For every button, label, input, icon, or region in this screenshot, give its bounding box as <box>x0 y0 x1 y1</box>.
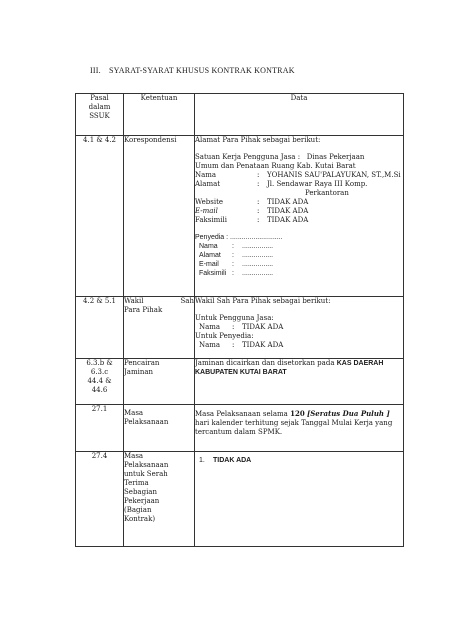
ketentuan-cell <box>124 405 195 452</box>
pasal-line: 6.3.c <box>90 368 109 376</box>
pasal-line: 44.6 <box>91 386 108 394</box>
ketentuan-line: Pelaksanaan <box>124 461 169 469</box>
field-value: ................ <box>242 252 274 259</box>
ketentuan-line: Wakil Sah <box>124 297 194 305</box>
data-intro: Wakil Sah Para Pihak sebagai berikut: <box>195 297 331 305</box>
field-label: Alamat <box>195 180 221 188</box>
contract-table <box>75 93 404 547</box>
masa-number: 120 <box>290 409 305 418</box>
ketentuan-line: Jaminan <box>124 368 154 376</box>
table-row <box>76 297 404 359</box>
email-line: E-mail : TIDAK ADA <box>195 207 403 216</box>
section-title: SYARAT-SYARAT KHUSUS KONTRAK KONTRAK <box>109 66 295 75</box>
field-value: TIDAK ADA <box>242 341 284 349</box>
faks-line: Faksimili : TIDAK ADA <box>195 216 403 225</box>
pasal-cell: 27.1 <box>76 405 124 452</box>
table-row <box>76 136 404 297</box>
field-label: E-mail <box>199 261 219 268</box>
jaminan-bold: KAS DAERAH <box>336 360 384 367</box>
ketentuan-line: Sebagian <box>124 488 157 496</box>
p-nama-line: Nama : ................ <box>199 242 403 251</box>
jaminan-line <box>195 359 403 368</box>
penyedia-label: Untuk Penyedia: <box>195 332 254 340</box>
pasal-line: 6.3.b & <box>86 359 113 367</box>
header-data-text: Data <box>290 94 308 102</box>
item-number: 1. <box>199 457 205 464</box>
nama2-line: Nama : TIDAK ADA <box>195 341 403 350</box>
header-pasal-line: dalam <box>88 103 111 111</box>
field-label: Alamat <box>199 252 221 259</box>
header-pasal <box>76 94 124 136</box>
masa-text-c: tercantum dalam SPMK. <box>195 428 283 436</box>
alamat-cont: Perkantoran <box>305 189 349 197</box>
penyedia-line <box>195 233 403 242</box>
data-cell <box>195 297 404 359</box>
header-data <box>195 94 404 136</box>
data-cell <box>195 136 404 297</box>
masa-text-b: hari kalender terhitung sejak Tanggal Mulai Kerja yang <box>195 419 393 427</box>
ketentuan-cell <box>124 452 195 547</box>
pengguna-label: Untuk Pengguna Jasa: <box>195 314 274 322</box>
field-label: Faksimili <box>195 216 227 224</box>
field-label: Nama <box>199 323 221 331</box>
field-value: ................ <box>242 261 274 268</box>
header-pasal-line: SSUK <box>89 112 110 120</box>
ketentuan-line: Kontrak) <box>124 515 156 523</box>
table-row <box>76 452 404 547</box>
field-label: Nama <box>199 243 218 250</box>
website-line: Website : TIDAK ADA <box>195 198 403 207</box>
ketentuan-line: Para Pihak <box>124 306 163 314</box>
table-row <box>76 405 404 452</box>
penyedia-dots: ........................... <box>230 234 283 241</box>
nama-line: Nama : YOHANIS SAU'PALAYUKAN, ST.,M.Si <box>195 171 403 180</box>
field-label: Website <box>195 198 224 206</box>
pasal-line: 44.4 & <box>87 377 112 385</box>
ketentuan-line: Pelaksanaan <box>124 418 169 426</box>
field-value: TIDAK ADA <box>267 216 309 224</box>
field-value: Jl. Sendawar Raya III Komp. <box>267 180 368 188</box>
ketentuan-line: Pencairan <box>124 359 160 367</box>
header-pasal-line: Pasal <box>90 94 109 102</box>
field-value: YOHANIS SAU'PALAYUKAN, ST.,M.Si <box>267 171 401 179</box>
pasal-cell: 4.1 & 4.2 <box>76 136 124 297</box>
field-label: E-mail <box>195 207 218 215</box>
p-alamat-line: Alamat : ................ <box>199 251 403 260</box>
p-faks-line: Faksimili : ................ <box>199 269 403 278</box>
ketentuan-cell <box>124 297 195 359</box>
field-label: Faksimili <box>199 270 227 277</box>
field-label: Nama <box>199 341 221 349</box>
section-heading <box>90 66 295 75</box>
item-text: TIDAK ADA <box>213 457 252 464</box>
satker-line <box>195 153 403 162</box>
nama-line: Nama : TIDAK ADA <box>195 323 403 332</box>
header-ketentuan <box>124 94 195 136</box>
jaminan-bold-cont: KABUPATEN KUTAI BARAT <box>195 369 287 376</box>
penyedia-label: Penyedia : <box>195 234 229 241</box>
ketentuan-line: (Bagian <box>124 506 152 514</box>
header-row <box>76 94 404 136</box>
data-cell <box>195 359 404 405</box>
field-value: ................ <box>242 270 274 277</box>
section-number: III. <box>90 66 101 75</box>
masa-text: Masa Pelaksanaan selama <box>195 410 288 418</box>
pasal-cell: 27.4 <box>76 452 124 547</box>
ketentuan-line: Masa <box>124 409 144 417</box>
masa-line <box>195 409 403 419</box>
pasal-cell: 4.2 & 5.1 <box>76 297 124 359</box>
list-item <box>195 456 403 465</box>
satker-value: Dinas Pekerjaan <box>306 153 365 161</box>
data-cell <box>195 405 404 452</box>
field-value: TIDAK ADA <box>242 323 284 331</box>
field-value: TIDAK ADA <box>267 207 309 215</box>
ketentuan-cell: Korespondensi <box>124 136 195 297</box>
jaminan-text: Jaminan dicairkan dan disetorkan pada <box>195 359 335 367</box>
alamat-line: Alamat : Jl. Sendawar Raya III Komp. <box>195 180 403 189</box>
satker-cont: Umum dan Penataan Ruang Kab. Kutai Barat <box>195 162 356 170</box>
satker-label: Satuan Kerja Pengguna Jasa : <box>195 153 301 161</box>
header-ketentuan-text: Ketentuan <box>140 94 178 102</box>
table-row <box>76 359 404 405</box>
data-cell <box>195 452 404 547</box>
data-intro: Alamat Para Pihak sebagai berikut: <box>195 136 321 144</box>
field-label: Nama <box>195 171 217 179</box>
ketentuan-line: Pekerjaan <box>124 497 160 505</box>
ketentuan-line: Terima <box>124 479 149 487</box>
masa-words: [Seratus Dua Puluh ] <box>306 409 390 418</box>
ketentuan-line: untuk Serah <box>124 470 168 478</box>
pasal-cell <box>76 359 124 405</box>
field-value: TIDAK ADA <box>267 198 309 206</box>
field-value: ................ <box>242 243 274 250</box>
p-email-line: E-mail : ................ <box>199 260 403 269</box>
ketentuan-cell <box>124 359 195 405</box>
ketentuan-line: Masa <box>124 452 144 460</box>
